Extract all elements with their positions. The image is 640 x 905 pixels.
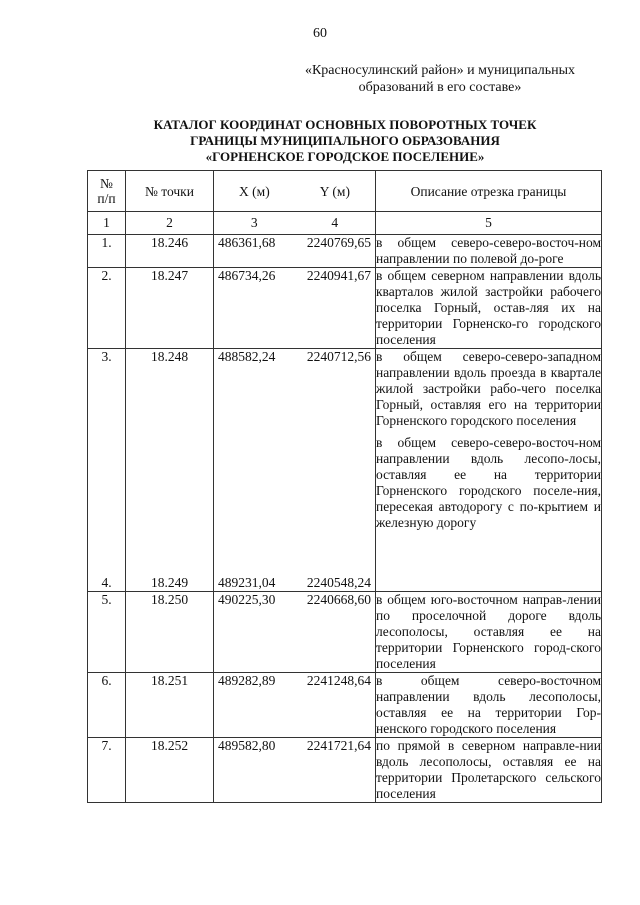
- header-description: Описание отрезка границы: [376, 171, 602, 212]
- cell-description: [376, 268, 602, 349]
- table-row: [88, 235, 602, 268]
- cell-number-text: 4.: [101, 575, 112, 590]
- cell-point-text: 18.248: [150, 349, 189, 364]
- coordinate-pair: [214, 235, 375, 251]
- cell-description-text: по прямой в северном направле-нии вдоль лесополосы, оставляя ее на территории Пролетарского сельского поселения: [376, 738, 601, 801]
- column-number-pair: [214, 212, 376, 235]
- cell-point-text: 18.251: [150, 673, 189, 688]
- cell-number: [88, 592, 126, 673]
- header-x: X (м): [239, 183, 270, 199]
- cell-description-text: в общем северо-восточном направлении вдоль лесополосы, оставляя ее на территории Гор-ненского городского поселения: [376, 673, 601, 736]
- title-line: ГРАНИЦЫ МУНИЦИПАЛЬНОГО ОБРАЗОВАНИЯ: [190, 133, 500, 148]
- cell-coordinates: [214, 738, 376, 803]
- cell-coordinates: [214, 673, 376, 738]
- header-note: [270, 62, 610, 96]
- coordinate-x: 488582,24: [218, 349, 276, 364]
- table-row: [88, 268, 602, 349]
- cell-description-text: в общем северо-северо-западном направлении вдоль проезда в квартале жилой застройки рабо-чего поселка Горный, оставляя его на территории Горненского городского поселения: [376, 349, 601, 428]
- cell-number-text: 3.: [101, 349, 112, 364]
- cell-point: [126, 592, 214, 673]
- coordinate-x: 489231,04: [218, 575, 276, 590]
- header-point: № точки: [126, 171, 214, 212]
- coordinate-x: 486734,26: [218, 268, 276, 283]
- coordinate-pair: [214, 575, 375, 591]
- title-line: «ГОРНЕНСКОЕ ГОРОДСКОЕ ПОСЕЛЕНИЕ»: [205, 149, 485, 164]
- header-coordinates: [214, 171, 376, 212]
- cell-coordinates: [214, 235, 376, 268]
- column-number: 4: [331, 215, 339, 230]
- header-note-line: «Красносулинский район» и муниципальных: [304, 63, 576, 78]
- cell-coordinates: [214, 268, 376, 349]
- table-row: [88, 592, 602, 673]
- cell-description: [376, 738, 602, 803]
- cell-coordinates: [214, 349, 376, 592]
- cell-number: [88, 673, 126, 738]
- coordinate-pair: [214, 738, 375, 754]
- cell-description-text: в общем северном направлении вдоль кварталов жилой застройки рабочего поселка Горный, остав-ляя их на территории Горненско-го городского поселения: [376, 268, 601, 347]
- coordinate-x: 486361,68: [218, 235, 276, 250]
- cell-description: [376, 349, 602, 592]
- table-row: [88, 738, 602, 803]
- cell-point-text: 18.250: [150, 592, 189, 607]
- cell-number-text: 5.: [101, 592, 112, 607]
- column-number: 2: [126, 212, 214, 235]
- coordinate-pair: [214, 673, 375, 689]
- cell-point: [126, 349, 214, 592]
- header-note-line: образований в его составе»: [358, 80, 522, 95]
- table-row: [88, 673, 602, 738]
- cell-point-text: 18.247: [150, 268, 189, 283]
- cell-point-text: 18.246: [150, 235, 189, 250]
- coordinate-x: 489282,89: [218, 673, 276, 688]
- coordinate-y: 2240941,67: [306, 268, 371, 283]
- cell-description-text: в общем северо-северо-восточ-ном направлении вдоль лесопо-лосы, оставляя ее на территории Горненского городского поселе-ния, пересекая автодорогу с по-крытием и железную дорогу: [376, 435, 601, 530]
- cell-number-text: 7.: [101, 738, 112, 753]
- coordinate-pair: [214, 268, 375, 284]
- coordinates-table: [87, 170, 602, 803]
- coordinate-y: 2240712,56: [306, 349, 371, 364]
- cell-number: [88, 738, 126, 803]
- column-number: 5: [376, 212, 602, 235]
- table-header-row: [88, 171, 602, 212]
- coordinate-x: 489582,80: [218, 738, 276, 753]
- cell-number: [88, 235, 126, 268]
- coordinate-y: 2240548,24: [306, 575, 371, 590]
- column-numbers-row: [88, 212, 602, 235]
- header-number-line1: №: [100, 176, 113, 191]
- coordinate-x: 490225,30: [218, 592, 276, 607]
- page-number: 60: [313, 26, 327, 41]
- cell-point: [126, 738, 214, 803]
- cell-number-text: 2.: [101, 268, 112, 283]
- cell-point-text: 18.252: [150, 738, 189, 753]
- column-number: 1: [88, 212, 126, 235]
- cell-description: [376, 673, 602, 738]
- cell-description-text: в общем юго-восточном направ-лении по проселочной дороге вдоль лесополосы, оставляя ее на территории Горненского город-ского поселения: [376, 592, 601, 671]
- cell-description: [376, 592, 602, 673]
- cell-description-text: в общем северо-северо-восточ-ном направлении по полевой до-роге: [376, 235, 601, 266]
- cell-number-text: 1.: [101, 235, 112, 250]
- coordinate-y: 2241248,64: [306, 673, 371, 688]
- header-y: Y (м): [319, 183, 350, 199]
- coordinate-y: 2240769,65: [306, 235, 371, 250]
- cell-coordinates: [214, 592, 376, 673]
- table-row: [88, 349, 602, 592]
- coordinate-pair: [214, 592, 375, 608]
- cell-point: [126, 673, 214, 738]
- column-number: 3: [250, 215, 258, 230]
- coordinate-y: 2241721,64: [306, 738, 371, 753]
- cell-number: [88, 268, 126, 349]
- coordinate-pair: [214, 349, 375, 365]
- header-number: [88, 171, 126, 212]
- title-line: КАТАЛОГ КООРДИНАТ ОСНОВНЫХ ПОВОРОТНЫХ ТОЧЕК: [153, 117, 537, 132]
- cell-point: [126, 268, 214, 349]
- header-number-line2: п/п: [97, 191, 116, 206]
- cell-point: [126, 235, 214, 268]
- cell-description: [376, 235, 602, 268]
- cell-point-text: 18.249: [150, 575, 189, 590]
- cell-number-text: 6.: [101, 673, 112, 688]
- document-title: [60, 117, 630, 165]
- coordinate-y: 2240668,60: [306, 592, 371, 607]
- table-body: [88, 235, 602, 803]
- cell-number: [88, 349, 126, 592]
